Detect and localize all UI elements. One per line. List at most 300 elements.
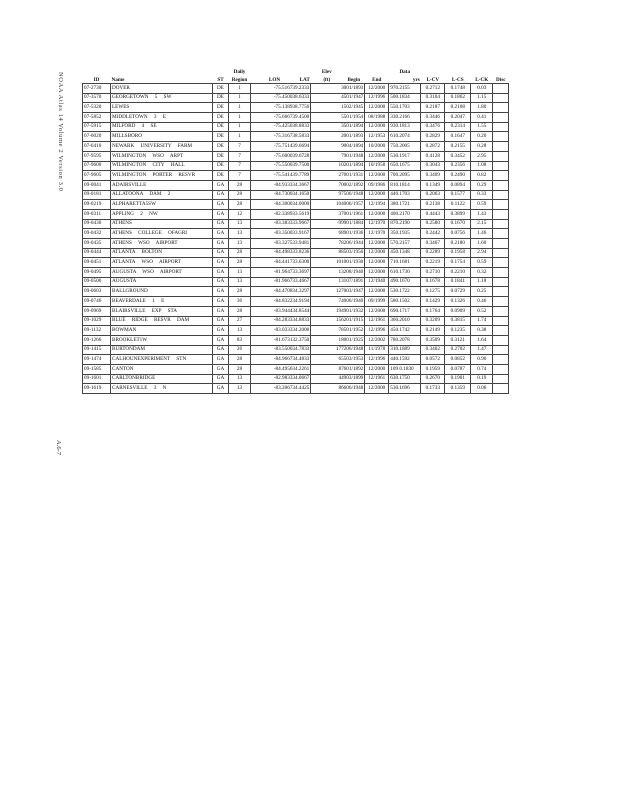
cell-end: 12/1996 — [365, 93, 389, 103]
header-ft: (ft) — [311, 76, 343, 84]
cell-id: 07-6020 — [83, 132, 111, 142]
cell-disc — [493, 355, 509, 365]
cell-lcs: 0.2108 — [445, 103, 471, 113]
cell-disc — [493, 345, 509, 355]
cell-id: 09-1474 — [83, 355, 111, 365]
cell-disc — [493, 364, 509, 374]
cell-st: GA — [213, 258, 229, 268]
cell-region: 7 — [229, 151, 251, 161]
cell-lcs: 0.2155 — [445, 142, 471, 152]
cell-lck: 0.82 — [471, 171, 493, 181]
cell-elev-begin: 2001/1893 — [311, 132, 365, 142]
cell-elev-begin: 9004/1894 — [311, 142, 365, 152]
cell-yrs: 310.1889 — [389, 345, 421, 355]
cell-st: GA — [213, 229, 229, 239]
cell-st: DE — [213, 132, 229, 142]
table-row — [83, 209, 509, 219]
cell-st: GA — [213, 364, 229, 374]
cell-yrs: 360.2010 — [389, 316, 421, 326]
cell-end: 12/1994 — [365, 200, 389, 210]
cell-lcv: 0.1678 — [421, 277, 445, 287]
table-row — [83, 364, 509, 374]
cell-region: 1 — [229, 113, 251, 123]
cell-lcs: 0.3815 — [445, 316, 471, 326]
cell-region: 13 — [229, 277, 251, 287]
cell-lon-lat: -84.498333.8236 — [251, 248, 311, 258]
cell-yrs: 690.1717 — [389, 306, 421, 316]
cell-yrs: 550.1703 — [389, 103, 421, 113]
cell-yrs: 810.1814 — [389, 180, 421, 190]
cell-name: ALLATOONA DAM 2 — [111, 190, 213, 200]
cell-lcv: 0.4443 — [421, 209, 445, 219]
cell-lon-lat: -81.673132.3750 — [251, 335, 311, 345]
cell-lon-lat: -75.450038.6333 — [251, 93, 311, 103]
cell-end: 12/1953 — [365, 132, 389, 142]
cell-name: DOVER — [111, 84, 213, 94]
cell-lck: 0.52 — [471, 306, 493, 316]
cell-yrs: 440.1703 — [389, 190, 421, 200]
cell-lon-lat: -75.425038.8833 — [251, 122, 311, 132]
cell-region: 12 — [229, 209, 251, 219]
cell-id: 09-0430 — [83, 219, 111, 229]
station-rows — [83, 84, 509, 394]
header-st: ST — [213, 76, 229, 84]
cell-lcv: 0.3509 — [421, 335, 445, 345]
cell-elev-begin: 70002/1892 — [311, 180, 365, 190]
cell-elev-begin: -99901/1884 — [311, 219, 365, 229]
cell-id: 09-1619 — [83, 384, 111, 394]
cell-lcs: 0.1670 — [445, 219, 471, 229]
cell-yrs: 710.1681 — [389, 258, 421, 268]
cell-name: MILFORD 4 SE — [111, 122, 213, 132]
cell-disc — [493, 326, 509, 336]
cell-name: ADAIRSVILLE — [111, 180, 213, 190]
cell-lck: 0.59 — [471, 258, 493, 268]
cell-end: 12/1996 — [365, 355, 389, 365]
cell-lon-lat: -84.470834.3297 — [251, 287, 311, 297]
cell-st: GA — [213, 200, 229, 210]
cell-end: 12/2000 — [365, 364, 389, 374]
cell-disc — [493, 180, 509, 190]
cell-st: GA — [213, 297, 229, 307]
cell-st: GA — [213, 384, 229, 394]
table-row — [83, 355, 509, 365]
cell-disc — [493, 190, 509, 200]
cell-disc — [493, 161, 509, 171]
cell-st: GA — [213, 335, 229, 345]
cell-elev-begin: 97506/1948 — [311, 190, 365, 200]
cell-lcs: 0.3121 — [445, 335, 471, 345]
cell-elev-begin: 87601/1892 — [311, 364, 365, 374]
cell-end: 12/2002 — [365, 335, 389, 345]
cell-lon-lat: -84.283334.8833 — [251, 316, 311, 326]
cell-lcv: 0.1349 — [421, 180, 445, 190]
header-daily: Daily — [233, 69, 246, 76]
cell-st: DE — [213, 171, 229, 181]
cell-end: 10/1958 — [365, 161, 389, 171]
cell-disc — [493, 132, 509, 142]
cell-elev-begin: 13107/1891 — [311, 277, 365, 287]
cell-lcv: 0.2829 — [421, 132, 445, 142]
cell-disc — [493, 277, 509, 287]
cell-end: 09/1986 — [365, 180, 389, 190]
cell-yrs: 870.2190 — [389, 219, 421, 229]
cell-name: GEORGETOWN 5 SW — [111, 93, 213, 103]
cell-st: DE — [213, 151, 229, 161]
cell-disc — [493, 229, 509, 239]
cell-lon-lat: -84.441733.6300 — [251, 258, 311, 268]
cell-region: 36 — [229, 297, 251, 307]
cell-name: APPLING 2 NW — [111, 209, 213, 219]
cell-lcs: 0.2180 — [445, 239, 471, 249]
cell-disc — [493, 374, 509, 384]
cell-name: BLUE RIDGE RESVR DAM — [111, 316, 213, 326]
cell-lck: 1.18 — [471, 277, 493, 287]
cell-lcs: 0.1647 — [445, 132, 471, 142]
cell-region: 13 — [229, 384, 251, 394]
cell-lck: 1.15 — [471, 93, 493, 103]
cell-disc — [493, 384, 509, 394]
cell-yrs: 450.1348 — [389, 248, 421, 258]
cell-lcv: 0.1764 — [421, 306, 445, 316]
cell-id: 09-0969 — [83, 306, 111, 316]
cell-lcs: 0.1326 — [445, 297, 471, 307]
cell-name: CALHOUNEXPERIMENT STN — [111, 355, 213, 365]
cell-lon-lat: -82.983334.0667 — [251, 374, 311, 384]
table-row — [83, 268, 509, 278]
cell-name: NEWARK UNIVERSITY FARM — [111, 142, 213, 152]
header-end: End — [365, 76, 389, 84]
cell-disc — [493, 113, 509, 123]
cell-end: 12/2000 — [365, 151, 389, 161]
cell-st: GA — [213, 180, 229, 190]
cell-lcv: 0.3467 — [421, 239, 445, 249]
cell-lcv: 0.2872 — [421, 142, 445, 152]
table-row — [83, 229, 509, 239]
cell-region: 83 — [229, 335, 251, 345]
cell-region: 28 — [229, 248, 251, 258]
cell-lon-lat: -83.550034.7833 — [251, 345, 311, 355]
cell-yrs: 930.1813 — [389, 122, 421, 132]
cell-lcv: 0.3446 — [421, 113, 445, 123]
cell-region: 7 — [229, 171, 251, 181]
cell-disc — [493, 297, 509, 307]
table-row — [83, 93, 509, 103]
table-row — [83, 374, 509, 384]
cell-end: 12/1970 — [365, 229, 389, 239]
cell-lon-lat: -75.541439.7789 — [251, 171, 311, 181]
cell-lon-lat: -84.933334.3667 — [251, 180, 311, 190]
table-row — [83, 345, 509, 355]
table-row — [83, 297, 509, 307]
cell-lck: 1.55 — [471, 122, 493, 132]
cell-elev-begin: 3001/1893 — [311, 84, 365, 94]
cell-end: 10/2000 — [365, 142, 389, 152]
cell-end: 12/2000 — [365, 258, 389, 268]
cell-lcs: 0.1901 — [445, 374, 471, 384]
cell-elev-begin: 86606/1948 — [311, 384, 365, 394]
cell-end: 12/2000 — [365, 239, 389, 249]
cell-st: GA — [213, 190, 229, 200]
cell-end: 12/1961 — [365, 374, 389, 384]
cell-yrs: 610.2074 — [389, 132, 421, 142]
cell-lcv: 0.2580 — [421, 219, 445, 229]
cell-st: GA — [213, 374, 229, 384]
table-row — [83, 384, 509, 394]
cell-lcs: 0.2702 — [445, 345, 471, 355]
table-row — [83, 219, 509, 229]
cell-yrs: 630.1750 — [389, 374, 421, 384]
cell-yrs: 530.1722 — [389, 287, 421, 297]
cell-lcv: 0.3476 — [421, 122, 445, 132]
table-row — [83, 258, 509, 268]
cell-lon-lat: -83.944434.8544 — [251, 306, 311, 316]
cell-end: 12/2000 — [365, 306, 389, 316]
cell-yrs: 350.1935 — [389, 229, 421, 239]
cell-st: GA — [213, 277, 229, 287]
cell-name: ATLANTA WSO AIRPORT — [111, 258, 213, 268]
cell-elev-begin: 18001/1925 — [311, 335, 365, 345]
cell-disc — [493, 239, 509, 249]
cell-st: GA — [213, 355, 229, 365]
table-row — [83, 84, 509, 94]
cell-elev-begin: 104006/1957 — [311, 200, 365, 210]
cell-lcv: 0.1429 — [421, 297, 445, 307]
table-row — [83, 316, 509, 326]
cell-lcs: 0.0729 — [445, 287, 471, 297]
table-row — [83, 103, 509, 113]
cell-lon-lat: -83.383333.9667 — [251, 219, 311, 229]
cell-st: GA — [213, 345, 229, 355]
cell-lcv: 0.1275 — [421, 287, 445, 297]
cell-disc — [493, 84, 509, 94]
cell-yrs: 570.2157 — [389, 239, 421, 249]
header-lck: L-CK — [471, 76, 493, 84]
cell-region: 28 — [229, 287, 251, 297]
cell-end: 12/2000 — [365, 268, 389, 278]
cell-name: BEAVERDALE 1 E — [111, 297, 213, 307]
cell-st: DE — [213, 113, 229, 123]
cell-lcs: 0.2314 — [445, 122, 471, 132]
cell-lck: 2.15 — [471, 219, 493, 229]
cell-lon-lat: -83.033334.2000 — [251, 326, 311, 336]
cell-lck: 1.08 — [471, 161, 493, 171]
header-lon: LON — [251, 76, 299, 84]
cell-name: LEWES — [111, 103, 213, 113]
cell-id: 07-5915 — [83, 122, 111, 132]
cell-lck: 1.64 — [471, 335, 493, 345]
cell-elev-begin: 127003/1947 — [311, 287, 365, 297]
cell-yrs: 750.2005 — [389, 142, 421, 152]
cell-yrs: 970.2155 — [389, 84, 421, 94]
cell-lck: 0.59 — [471, 200, 493, 210]
cell-id: 07-6410 — [83, 142, 111, 152]
cell-region: 28 — [229, 258, 251, 268]
cell-lck: 0.46 — [471, 297, 493, 307]
cell-lcs: 0.0787 — [445, 364, 471, 374]
table-row — [83, 190, 509, 200]
cell-region: 13 — [229, 229, 251, 239]
cell-end: 11/1978 — [365, 345, 389, 355]
cell-id: 09-0041 — [83, 180, 111, 190]
table-row — [83, 180, 509, 190]
cell-lck: 1.74 — [471, 316, 493, 326]
cell-lcs: 0.1862 — [445, 93, 471, 103]
cell-elev-begin: 68901/1936 — [311, 229, 365, 239]
cell-lck: 0.90 — [471, 355, 493, 365]
header-disc: Disc — [493, 76, 509, 84]
cell-region: 7 — [229, 161, 251, 171]
cell-region: 28 — [229, 364, 251, 374]
cell-region: 28 — [229, 355, 251, 365]
cell-lon-lat: -84.966734.4833 — [251, 355, 311, 365]
cell-lck: 0.74 — [471, 364, 493, 374]
cell-lcv: 0.2670 — [421, 374, 445, 384]
cell-lon-lat: -84.832234.9194 — [251, 297, 311, 307]
cell-id: 09-0451 — [83, 258, 111, 268]
cell-disc — [493, 306, 509, 316]
cell-yrs: 490.1670 — [389, 277, 421, 287]
cell-end: 12/1996 — [365, 326, 389, 336]
cell-id: 09-0500 — [83, 277, 111, 287]
cell-lck: 1.46 — [471, 229, 493, 239]
cell-region: 13 — [229, 374, 251, 384]
cell-yrs: 440.1592 — [389, 355, 421, 365]
cell-yrs: 530.1917 — [389, 151, 421, 161]
cell-region: 1 — [229, 93, 251, 103]
cell-lon-lat: -75.666739.4500 — [251, 113, 311, 123]
cell-id: 09-1415 — [83, 345, 111, 355]
cell-end: 12/2000 — [365, 384, 389, 394]
cell-st: DE — [213, 84, 229, 94]
cell-id: 09-0219 — [83, 200, 111, 210]
header-row-top — [83, 68, 509, 76]
cell-region: 28 — [229, 200, 251, 210]
cell-lcs: 0.1122 — [445, 200, 471, 210]
cell-lck: 0.03 — [471, 84, 493, 94]
cell-lck: 0.33 — [471, 190, 493, 200]
cell-elev-begin: 101001/1930 — [311, 258, 365, 268]
cell-lcs: 0.1958 — [445, 248, 471, 258]
table-row — [83, 142, 509, 152]
cell-lcs: 0.1235 — [445, 326, 471, 336]
cell-name: ATHENS — [111, 219, 213, 229]
cell-lcs: 0.2490 — [445, 171, 471, 181]
cell-id: 09-0603 — [83, 287, 111, 297]
cell-elev-begin: 7901/1948 — [311, 151, 365, 161]
cell-st: GA — [213, 219, 229, 229]
cell-st: DE — [213, 103, 229, 113]
cell-elev-begin: 88503/1956 — [311, 248, 365, 258]
cell-end: 12/2000 — [365, 84, 389, 94]
table-row — [83, 306, 509, 316]
cell-elev-begin: 5501/1954 — [311, 113, 365, 123]
cell-lcs: 0.0909 — [445, 306, 471, 316]
cell-name: BOWMAN — [111, 326, 213, 336]
cell-region: 28 — [229, 180, 251, 190]
header-id: ID — [83, 76, 111, 84]
header-data: Data — [399, 69, 411, 76]
cell-end: 12/1940 — [365, 277, 389, 287]
cell-lcv: 0.0572 — [421, 355, 445, 365]
cell-region: 13 — [229, 219, 251, 229]
cell-disc — [493, 335, 509, 345]
cell-disc — [493, 268, 509, 278]
cell-id: 07-5320 — [83, 103, 111, 113]
cell-yrs: 400.2170 — [389, 209, 421, 219]
cell-id: 07-2730 — [83, 84, 111, 94]
cell-lck: 0.19 — [471, 374, 493, 384]
cell-id: 07-9605 — [83, 171, 111, 181]
cell-id: 09-0181 — [83, 190, 111, 200]
cell-disc — [493, 122, 509, 132]
cell-lcv: 0.2219 — [421, 258, 445, 268]
cell-lcv: 0.2710 — [421, 268, 445, 278]
cell-elev-begin: 156201/1915 — [311, 316, 365, 326]
cell-lcv: 0.3209 — [421, 316, 445, 326]
cell-yrs: 109 0.1830 — [389, 364, 421, 374]
cell-elev-begin: 177206/1948 — [311, 345, 365, 355]
cell-st: DE — [213, 93, 229, 103]
cell-name: MIDDLETOWN 3 E — [111, 113, 213, 123]
cell-elev-begin: 78206/1944 — [311, 239, 365, 249]
cell-id: 07-9600 — [83, 161, 111, 171]
cell-name: ATLANTA BOLTON — [111, 248, 213, 258]
cell-id: 09-0435 — [83, 239, 111, 249]
cell-region: 27 — [229, 316, 251, 326]
table-row — [83, 287, 509, 297]
station-table — [82, 68, 509, 394]
cell-lcv: 0.3409 — [421, 171, 445, 181]
cell-disc — [493, 103, 509, 113]
cell-lck: 0.29 — [471, 180, 493, 190]
cell-lcv: 0.2063 — [421, 190, 445, 200]
cell-id: 09-1601 — [83, 374, 111, 384]
cell-lon-lat: -81.964733.3697 — [251, 268, 311, 278]
cell-st: GA — [213, 306, 229, 316]
table-row — [83, 161, 509, 171]
cell-id: 07-3570 — [83, 93, 111, 103]
cell-lon-lat: -75.550039.7500 — [251, 161, 311, 171]
cell-lon-lat: -84.300034.0000 — [251, 200, 311, 210]
cell-region: 13 — [229, 239, 251, 249]
cell-id: 09-1132 — [83, 326, 111, 336]
cell-lon-lat: -81.966733.4667 — [251, 277, 311, 287]
cell-id: 09-0311 — [83, 209, 111, 219]
cell-lck: 1.43 — [471, 209, 493, 219]
header-lat: LAT — [299, 76, 310, 83]
cell-elev-begin: 74006/1940 — [311, 297, 365, 307]
cell-lcs: 0.1577 — [445, 190, 471, 200]
cell-elev-begin: 65503/1953 — [311, 355, 365, 365]
cell-id: 09-1585 — [83, 364, 111, 374]
cell-lck: 1.47 — [471, 345, 493, 355]
cell-lon-lat: -75.600039.6728 — [251, 151, 311, 161]
cell-st: GA — [213, 239, 229, 249]
cell-disc — [493, 248, 509, 258]
cell-yrs: 450.1742 — [389, 326, 421, 336]
cell-yrs: 530.1696 — [389, 384, 421, 394]
cell-elev-begin: 4501/1947 — [311, 93, 365, 103]
cell-region: 28 — [229, 190, 251, 200]
cell-yrs: 700.2095 — [389, 171, 421, 181]
cell-st: DE — [213, 142, 229, 152]
cell-name: AUGUSTA WSO AIRPORT — [111, 268, 213, 278]
cell-end: 12/2000 — [365, 122, 389, 132]
cell-disc — [493, 151, 509, 161]
cell-end: 12/2000 — [365, 103, 389, 113]
header-lcs: L-CS — [445, 76, 471, 84]
